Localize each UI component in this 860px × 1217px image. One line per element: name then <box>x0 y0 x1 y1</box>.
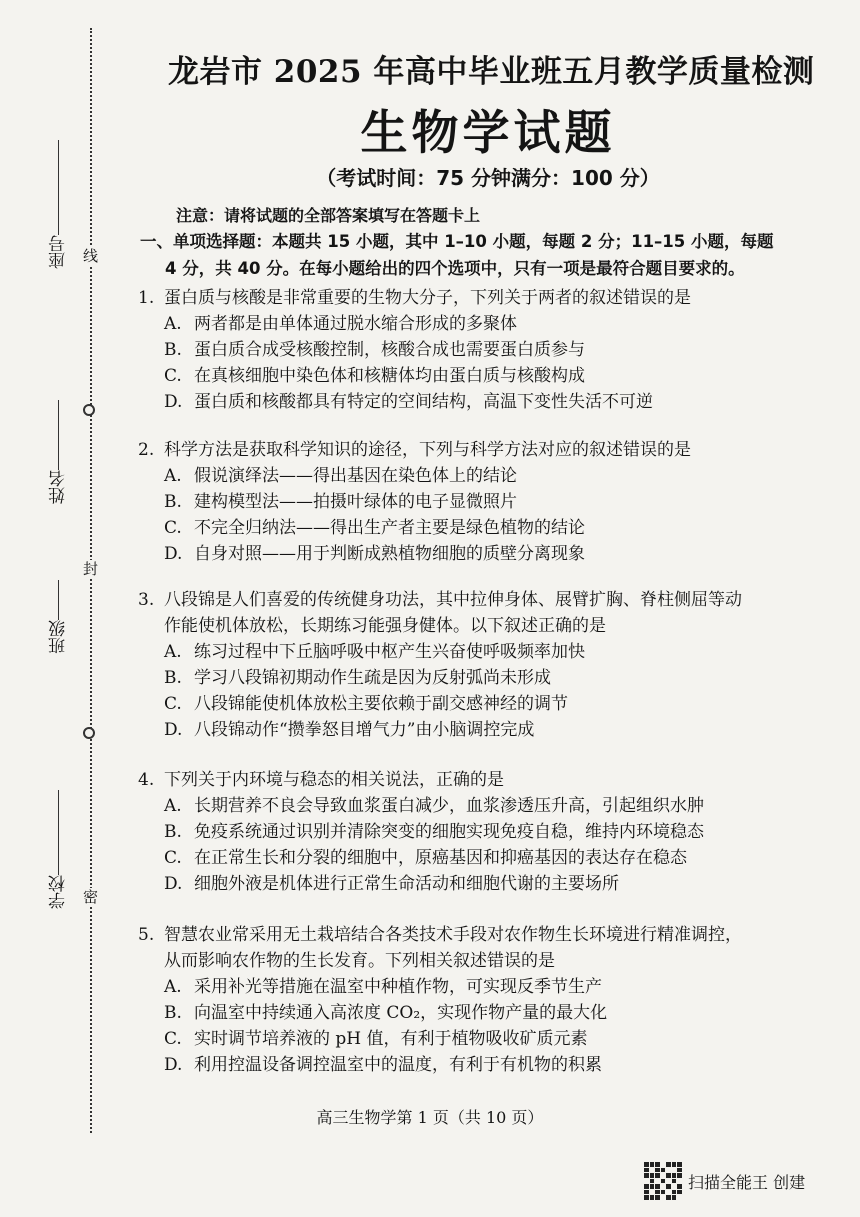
section-heading-line-2: 4 分，共 40 分。在每小题给出的四个选项中，只有一项是最符合题目要求的。 <box>165 259 745 278</box>
page-footer: 高三生物学第 1 页（共 10 页） <box>316 1108 544 1127</box>
seal-char-line: 线 <box>83 247 99 265</box>
option-c <box>138 363 850 389</box>
notice: 注意：请将试题的全部答案填写在答题卡上 <box>176 206 481 225</box>
question-1 <box>138 285 850 415</box>
option-letter: A. <box>164 796 182 816</box>
exam-info: （考试时间：75 分钟满分：100 分） <box>316 166 660 190</box>
question-3 <box>138 587 850 743</box>
option-letter: B. <box>164 340 182 360</box>
option-letter: A. <box>164 977 182 997</box>
option-text: 蛋白质合成受核酸控制，核酸合成也需要蛋白质参与 <box>194 340 585 360</box>
option-b <box>138 489 850 515</box>
question-number: 1. <box>138 288 155 308</box>
option-text: 练习过程中下丘脑呼吸中枢产生兴奋使呼吸频率加快 <box>194 642 585 662</box>
question-stem <box>138 437 850 463</box>
option-letter: B. <box>164 1003 182 1023</box>
option-d <box>138 389 850 415</box>
question-stem <box>138 767 850 793</box>
option-letter: B. <box>164 822 182 842</box>
option-text: 八段锦动作“攒拳怒目增气力”由小脑调控完成 <box>194 720 535 740</box>
question-text: 八段锦是人们喜爱的传统健身功法，其中拉伸身体、展臂扩胸、脊柱侧屈等动 <box>164 590 742 610</box>
option-letter: C. <box>164 848 182 868</box>
option-text: 学习八段锦初期动作生疏是因为反射弧尚未形成 <box>194 668 551 688</box>
option-text: 细胞外液是机体进行正常生命活动和细胞代谢的主要场所 <box>194 874 619 894</box>
option-d <box>138 541 850 567</box>
option-c <box>138 691 850 717</box>
school-field <box>46 790 70 909</box>
subject-title: 生物学试题 <box>360 106 616 161</box>
question-number: 2. <box>138 440 155 460</box>
option-text: 采用补光等措施在温室中种植作物，可实现反季节生产 <box>194 977 602 997</box>
question-stem <box>138 587 850 613</box>
question-number: 4. <box>138 770 155 790</box>
option-letter: C. <box>164 694 182 714</box>
seat-number-label: 座号 <box>48 235 69 269</box>
seal-char-seal: 封 <box>83 560 99 578</box>
option-letter: C. <box>164 518 182 538</box>
option-text: 自身对照——用于判断成熟植物细胞的质壁分离现象 <box>194 544 585 564</box>
binding-dotted-line <box>90 28 92 1133</box>
option-text: 在正常生长和分裂的细胞中，原癌基因和抑癌基因的表达存在稳态 <box>194 848 687 868</box>
question-text-cont: 作能使机体放松，长期练习能强身健体。以下叙述正确的是 <box>164 616 606 636</box>
option-text: 向温室中持续通入高浓度 CO₂，实现作物产量的最大化 <box>194 1003 608 1023</box>
option-b <box>138 337 850 363</box>
name-field <box>46 400 70 504</box>
class-field <box>46 580 70 654</box>
seat-number-field <box>46 140 70 269</box>
seal-char-secret: 密 <box>83 888 99 906</box>
question-5 <box>138 922 850 1078</box>
question-2 <box>138 437 850 567</box>
option-letter: B. <box>164 668 182 688</box>
scanner-watermark <box>644 1162 805 1200</box>
option-a <box>138 639 850 665</box>
option-text: 假说演绎法——得出基因在染色体上的结论 <box>194 466 517 486</box>
option-a <box>138 463 850 489</box>
option-b <box>138 665 850 691</box>
exam-title: 龙岩市 2025 年高中毕业班五月教学质量检测 <box>168 54 815 90</box>
question-stem <box>138 285 850 311</box>
option-text: 蛋白质和核酸都具有特定的空间结构，高温下变性失活不可逆 <box>194 392 653 412</box>
option-c <box>138 1026 850 1052</box>
option-a <box>138 793 850 819</box>
option-text: 实时调节培养液的 pH 值，有利于植物吸收矿质元素 <box>194 1029 588 1049</box>
question-text-cont: 从而影响农作物的生长发育。下列相关叙述错误的是 <box>164 951 555 971</box>
binding-hole-icon <box>83 727 95 739</box>
binding-hole-icon <box>83 404 95 416</box>
option-letter: D. <box>164 720 183 740</box>
question-text: 智慧农业常采用无土栽培结合各类技术手段对农作物生长环境进行精准调控， <box>164 925 742 945</box>
name-label: 姓名 <box>48 470 69 504</box>
option-d <box>138 717 850 743</box>
question-number: 5. <box>138 925 155 945</box>
option-letter: C. <box>164 1029 182 1049</box>
option-letter: A. <box>164 314 182 334</box>
option-text: 利用控温设备调控温室中的温度，有利于有机物的积累 <box>194 1055 602 1075</box>
section-heading <box>140 228 846 282</box>
question-number: 3. <box>138 590 155 610</box>
class-label: 班级 <box>48 620 69 654</box>
section-heading-line-1: 一、单项选择题：本题共 15 小题，其中 1–10 小题，每题 2 分；11–15 小题，每题 <box>140 232 774 251</box>
question-text: 科学方法是获取科学知识的途径，下列与科学方法对应的叙述错误的是 <box>164 440 691 460</box>
option-text: 在真核细胞中染色体和核糖体均由蛋白质与核酸构成 <box>194 366 585 386</box>
option-d <box>138 1052 850 1078</box>
option-c <box>138 845 850 871</box>
option-a <box>138 311 850 337</box>
option-b <box>138 1000 850 1026</box>
question-text: 下列关于内环境与稳态的相关说法，正确的是 <box>164 770 504 790</box>
option-text: 免疫系统通过识别并清除突变的细胞实现免疫自稳，维持内环境稳态 <box>194 822 704 842</box>
option-letter: D. <box>164 544 183 564</box>
option-text: 长期营养不良会导致血浆蛋白减少，血浆渗透压升高，引起组织水肿 <box>194 796 704 816</box>
option-text: 建构模型法——拍摄叶绿体的电子显微照片 <box>194 492 517 512</box>
option-letter: D. <box>164 392 183 412</box>
school-label: 学校 <box>48 875 69 909</box>
option-text: 不完全归纳法——得出生产者主要是绿色植物的结论 <box>194 518 585 538</box>
option-letter: D. <box>164 1055 183 1075</box>
question-4 <box>138 767 850 897</box>
option-text: 两者都是由单体通过脱水缩合形成的多聚体 <box>194 314 517 334</box>
option-letter: B. <box>164 492 182 512</box>
option-letter: A. <box>164 642 182 662</box>
watermark-text: 扫描全能王 创建 <box>688 1172 806 1192</box>
option-c <box>138 515 850 541</box>
option-text: 八段锦能使机体放松主要依赖于副交感神经的调节 <box>194 694 568 714</box>
option-letter: C. <box>164 366 182 386</box>
question-text: 蛋白质与核酸是非常重要的生物大分子，下列关于两者的叙述错误的是 <box>164 288 691 308</box>
option-b <box>138 819 850 845</box>
option-letter: A. <box>164 466 182 486</box>
question-stem <box>138 922 850 948</box>
qr-code-icon <box>644 1162 682 1200</box>
option-letter: D. <box>164 874 183 894</box>
option-a <box>138 974 850 1000</box>
option-d <box>138 871 850 897</box>
